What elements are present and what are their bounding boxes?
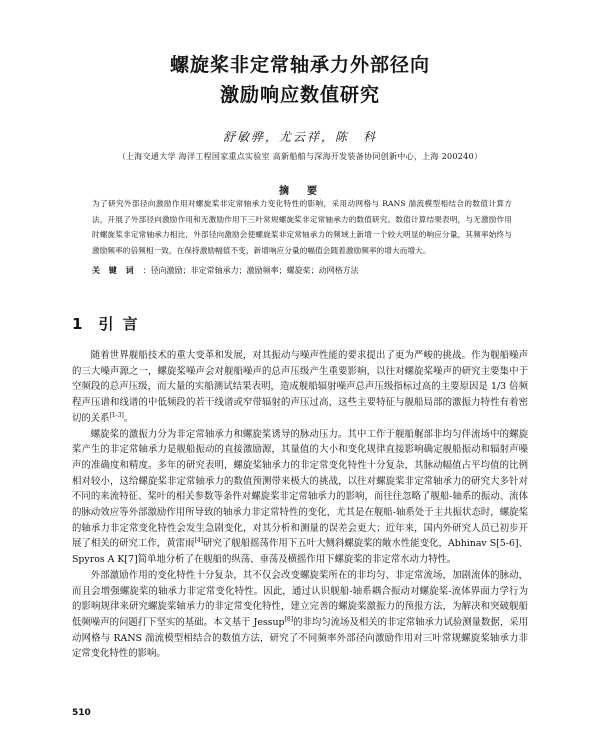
paragraph [72, 427, 528, 568]
author-list: 舒敏骅，尤云祥，陈 科 [222, 130, 377, 144]
section-number: 1 [72, 315, 85, 333]
section-heading [72, 313, 140, 334]
keywords-label: 关 键 词 [92, 266, 137, 275]
citation: [8] [284, 615, 294, 623]
keywords-text: ：径向激励；非定常轴承力；激励频率；螺旋桨；动网格方法 [142, 266, 359, 275]
section-title: 引 言 [98, 315, 140, 333]
keywords [92, 265, 522, 277]
page-number: 510 [72, 708, 91, 718]
citation: [4] [194, 537, 203, 545]
paragraph-end: 研究了舰船摇荡作用下五叶大侧斜螺旋桨的敞水性能变化，Abhinav S[5-6]、Spyros A K[7]简单地分析了在舰船的纵荡、垂荡及横摇作用下螺旋桨的非定常水动力特性。 [72, 538, 528, 566]
paragraph-end: 的非均匀流场及相关的非定常轴承力试验测量数据，采用动网格与 RANS 湍流模型相结合的数值方法，研究了不同频率外部径向激励作用对三叶常规螺旋桨轴承力非定常变化特性的影响。 [72, 616, 528, 660]
abstract-heading: 摘 要 [279, 186, 321, 197]
paragraph-text: 随着世界舰船技术的重大变革和发展，对其振动与噪声性能的要求提出了更为严峻的挑战。作为舰船噪声的三大噪声源之一，螺旋桨噪声会对舰船噪声的总声压级产生重要影响，以往对螺旋桨噪声的研究主要集中于空频段的总声压级，而大量的实船测试结果表明，造成舰船辐射噪声总声压级指标过高的主要原因是 1/3 倍频程声压谱和线谱的中低频段的若干线谱或窄带辐射的声压过高，这些主要特征与舰船局部的激振力特性有着密切的关系 [72, 350, 528, 424]
main-body [72, 348, 528, 662]
paragraph-text: 外部激励作用的变化特性十分复杂，其不仅会改变螺旋桨所在的非均匀、非定常流场，加剧流体的脉动，而且会增强螺旋桨的轴承力非定常变化特性。因此，通过认识舰船-轴系耦合振动对螺旋桨-流体界面力学行为的影响规律来研究螺旋桨轴承力的非定常变化特性，建立完善的螺旋桨激振力的预报方法，为解决和突破舰船低频噪声的问题打下坚实的基础。本文基于 Jessup [72, 569, 528, 628]
paragraph-text: 螺旋桨的激振力分为非定常轴承力和螺旋桨诱导的脉动压力。其中工作于舰船艉部非均匀伴流场中的螺旋桨产生的非定常轴承力是舰船振动的直接激励源，其量值的大小和变化规律直接影响确定舰船振动和辐射声噪声的准确度和精度。多年的研究表明，螺旋桨轴承力的非定常变化特性十分复杂，其脉动幅值占平均值的比例相对较小，这给螺旋桨非定常轴承力的数值预测带来极大的挑战，以往对螺旋桨非定常轴承力的研究大多针对不同的来流特征、桨叶的相关参数等条件对螺旋桨非定常轴承力的影响，而往往忽略了舰船-轴系的振动、流体的脉动效应等外部激励作用所导致的轴承力非定常特性的变化，尤其是在舰船-轴系处于主共振状态时，螺旋桨的轴承力非定常变化特性会发生急剧变化，对其分析和测量的误差会更大；近年来，国内外研究人员已初步开展了相关的研究工作，黄雷雨 [72, 428, 528, 550]
paper-title-line-2: 激励响应数值研究 [219, 84, 380, 106]
paper-title-line-1: 螺旋桨非定常轴承力外部径向 [169, 54, 430, 76]
affiliation: （上海交通大学 海洋工程国家重点实验室 高新船舶与深海开发装备协同创新中心，上海 200240） [117, 152, 483, 161]
paragraph [72, 568, 528, 662]
citation: [1-3] [109, 411, 124, 419]
paragraph [72, 348, 528, 427]
abstract-body: 为了研究外部径向激励作用对螺旋桨非定常轴承力变化特性的影响，采用动网格与 RANS 湍流模型相结合的数值计算方法，开展了外部径向激励作用和无激励作用下三叶常规螺旋桨非定常轴承力的数值研究。数值计算结果表明，与无激励作用时螺旋桨非定常轴承力相比，外部径向激励会使螺旋桨非定常轴承力的频域上新增一个较大明显的响应分量，其频率始终与激励频率的倍频相一致，在保持激励幅值不变，新增响应分量的幅值会随着激励频率的增大而增大。 [92, 199, 512, 255]
paragraph-end: 。 [123, 412, 134, 424]
